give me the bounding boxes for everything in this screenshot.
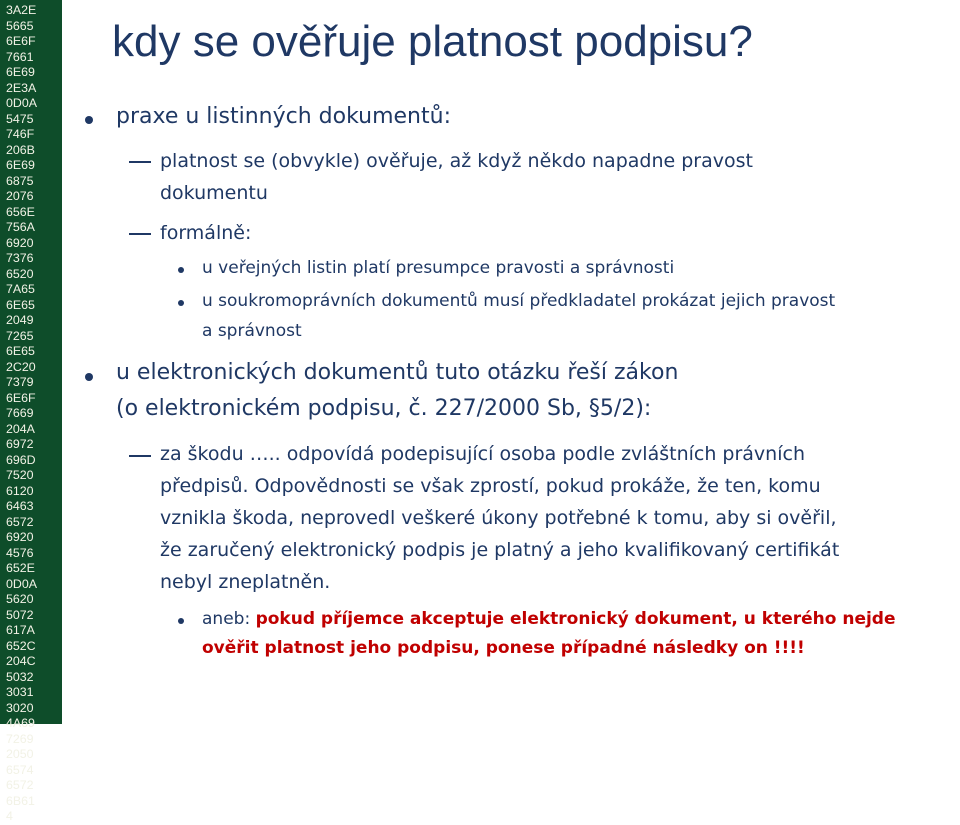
bullet-elektronicke-l2: (o elektronickém podpisu, č. 227/2000 Sb, §5/2): [116, 396, 652, 421]
hex-code: 4576 [6, 545, 34, 560]
bullet-marker [85, 373, 93, 381]
hex-code: 2E3A [6, 80, 37, 95]
hex-code: 6572 [6, 514, 34, 529]
sub-item-skoda-l5: nebyl zneplatněn. [160, 571, 331, 593]
sub-sub-item-aneb-l1 [202, 609, 896, 629]
hex-code: 6E65 [6, 297, 35, 312]
hex-code: 206B [6, 142, 35, 157]
hex-code: 746F [6, 127, 35, 141]
hex-code: 652E [6, 561, 35, 575]
hex-code: 7661 [6, 49, 34, 64]
hex-code: 4A69 [6, 716, 35, 730]
hex-code: 5032 [6, 669, 34, 684]
hex-code: 2049 [6, 313, 34, 327]
sub-item-platnost-l2: dokumentu [160, 182, 268, 204]
hex-code: 2050 [6, 747, 34, 761]
hex-code: 4 [6, 809, 13, 823]
sub-item-skoda-l1: za škodu ….. odpovídá podepisující osoba podle zvláštních právních [160, 443, 805, 465]
hex-code: 696D [6, 452, 36, 467]
hex-code: 7269 [6, 731, 34, 746]
hex-code: 3031 [6, 685, 34, 699]
hex-code: 6E6F [6, 390, 36, 405]
hex-code: 652C [6, 638, 36, 653]
hex-code: 6520 [6, 266, 34, 281]
bullet-marker [178, 618, 184, 624]
hex-code: 5665 [6, 18, 34, 33]
aneb-prefix: aneb: [202, 609, 256, 629]
hex-code: 6E69 [6, 158, 35, 172]
hex-code: 2C20 [6, 359, 36, 374]
hex-code: 0D0A [6, 96, 37, 110]
hex-code: 7A65 [6, 282, 35, 296]
hex-code: 204C [6, 654, 36, 668]
hex-code: 7376 [6, 251, 34, 265]
hex-code: 6574 [6, 762, 34, 777]
sub-item-skoda-l2: předpisů. Odpovědnosti se však zprostí, pokud prokáže, že ten, komu [160, 475, 821, 497]
hex-code: 7669 [6, 406, 34, 420]
hex-code: 204A [6, 421, 35, 436]
hex-code: 6972 [6, 437, 34, 451]
bullet-marker [178, 267, 184, 273]
hex-code: 6572 [6, 778, 34, 792]
dash-marker [129, 161, 151, 163]
hex-code: 6E69 [6, 65, 35, 79]
hex-code: 7520 [6, 468, 34, 482]
emphasis-text-l1: pokud příjemce akceptuje elektronický dokument, u kterého nejde [255, 609, 896, 629]
sub-sub-item-verejne: u veřejných listin platí presumpce pravosti a správnosti [202, 258, 675, 278]
hex-code-column [6, 3, 37, 825]
sub-item-skoda-l4: že zaručený elektronický podpis je platný a jeho kvalifikovaný certifikát [160, 539, 840, 561]
sub-sub-item-soukromopravni-l1: u soukromoprávních dokumentů musí předkladatel prokázat jejich pravost [202, 291, 836, 311]
hex-code: 6E6F [6, 34, 36, 48]
slide-title: kdy se ověřuje platnost podpisu? [112, 17, 753, 66]
hex-code: 656E [6, 204, 35, 219]
hex-code: 7265 [6, 328, 34, 343]
sub-sub-item-soukromopravni-l2: a správnost [202, 321, 302, 341]
sub-item-platnost-l1: platnost se (obvykle) ověřuje, až když někdo napadne pravost [160, 150, 753, 172]
hex-code: 6920 [6, 235, 34, 250]
emphasis-text-l2: ověřit platnost jeho podpisu, ponese případné následky on !!!! [202, 638, 805, 658]
hex-code: 6120 [6, 483, 34, 498]
hex-code: 5620 [6, 592, 34, 606]
hex-code: 7379 [6, 375, 34, 389]
bullet-elektronicke-l1: u elektronických dokumentů tuto otázku řeší zákon [116, 360, 679, 385]
hex-code: 5072 [6, 607, 34, 622]
hex-code: 6875 [6, 173, 34, 188]
hex-code: 756A [6, 220, 35, 234]
hex-code: 3A2E [6, 3, 37, 17]
hex-code: 6463 [6, 499, 34, 513]
hex-code: 6920 [6, 530, 34, 544]
hex-code: 2076 [6, 189, 34, 203]
dash-marker [129, 233, 151, 235]
hex-code: 6B61 [6, 793, 35, 808]
hex-code: 5475 [6, 111, 34, 126]
hex-code: 6E65 [6, 344, 35, 358]
bullet-marker [85, 116, 93, 124]
sidebar-strip [0, 0, 62, 823]
bullet-listinne: praxe u listinných dokumentů: [116, 104, 451, 129]
hex-code: 3020 [6, 700, 34, 715]
sub-item-formalne: formálně: [160, 222, 252, 244]
sub-item-skoda-l3: vznikla škoda, neprovedl veškeré úkony potřebné k tomu, aby si ověřil, [160, 507, 837, 529]
bullet-marker [178, 300, 184, 306]
hex-code: 617A [6, 623, 35, 637]
hex-code: 0D0A [6, 576, 37, 591]
dash-marker [129, 455, 151, 457]
